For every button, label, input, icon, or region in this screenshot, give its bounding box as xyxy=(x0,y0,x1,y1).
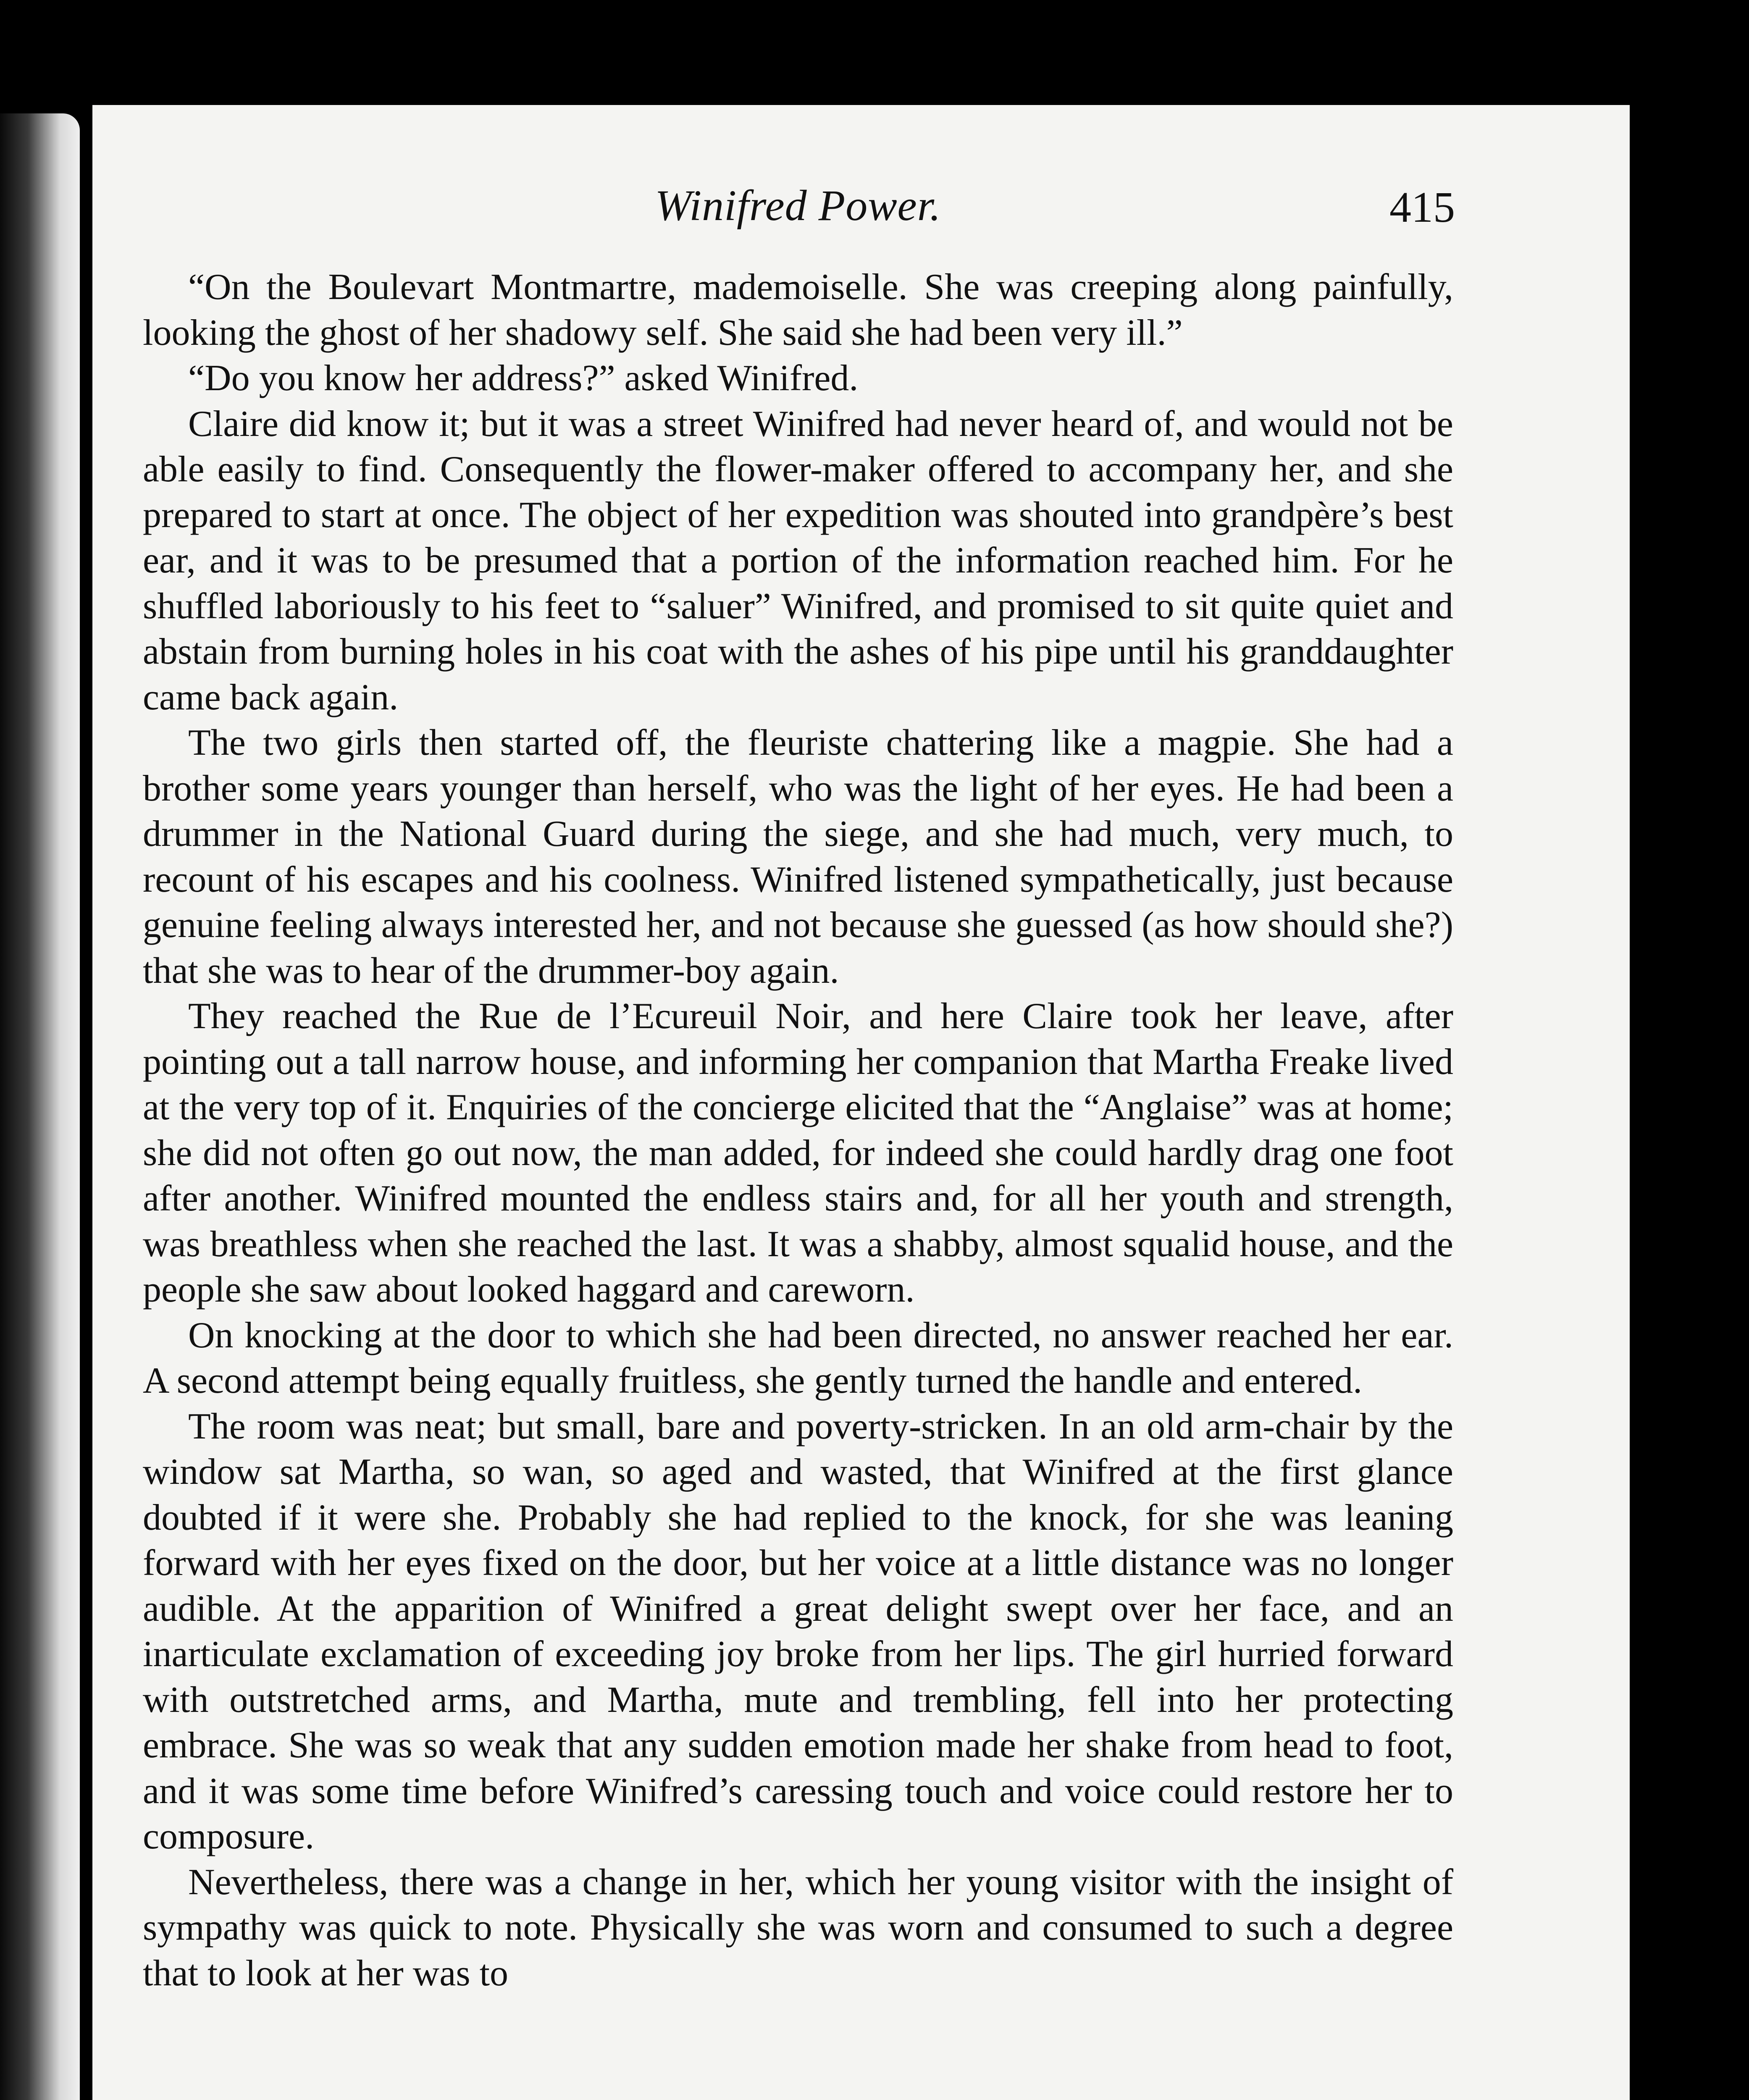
running-title: Winifred Power. xyxy=(655,181,941,230)
paragraph: “Do you know her address?” asked Winifred. xyxy=(188,358,859,399)
running-head xyxy=(143,181,1453,248)
left-page-edge xyxy=(0,113,80,2100)
page-number: 415 xyxy=(1389,183,1455,231)
paragraph: “On the Boulevart Montmartre, mademoiselle. She was creeping along painfully, looking the ghost of her shadowy self. She said she had been very ill.” xyxy=(143,267,1453,353)
paragraph: They reached the Rue de l’Ecureuil Noir, and here Claire took her leave, after pointing out a tall narrow house, and informing her companion that Martha Freake lived at the very top of it. Enquiries of the concierge elicited that the “Anglaise” was at home; she did not often go out now, the man added, for indeed she could hardly drag one foot after another. Winifred mounted the endless stairs and, for all her youth and strength, was breathless when she reached the last. It was a shabby, almost squalid house, and the people she saw about looked haggard and careworn. xyxy=(143,996,1453,1310)
paragraph: On knocking at the door to which she had been directed, no answer reached her ear. A second attempt being equally fruitless, she gently turned the handle and entered. xyxy=(143,1315,1453,1401)
text-body xyxy=(143,265,1453,1996)
paragraph: Nevertheless, there was a change in her, which her young visitor with the insight of sympathy was quick to note. Physically she was worn and consumed to such a degree that to look at her was to xyxy=(143,1861,1453,1994)
paragraph: The two girls then started off, the fleuriste chattering like a magpie. She had a brother some years younger than herself, who was the light of her eyes. He had been a drummer in the National Guard during the siege, and she had much, very much, to recount of his escapes and his coolness. Winifred listened sympathetically, just because genuine feeling always interested her, and not because she guessed (as how should she?) that she was to hear of the drummer-boy again. xyxy=(143,722,1453,991)
paragraph: Claire did know it; but it was a street Winifred had never heard of, and would not be able easily to find. Consequently the flower-maker offered to accompany her, and she prepared to start at once. The object of her expedition was shouted into grandpère’s best ear, and it was to be presumed that a portion of the information reached him. For he shuffled laboriously to his feet to “saluer” Winifred, and promised to sit quite quiet and abstain from burning holes in his coat with the ashes of his pipe until his granddaughter came back again. xyxy=(143,403,1453,718)
paragraph: The room was neat; but small, bare and poverty-stricken. In an old arm-chair by the window sat Martha, so wan, so aged and wasted, that Winifred at the first glance doubted if it were she. Probably she had replied to the knock, for she was leaning forward with her eyes fixed on the door, but her voice at a little distance was no longer audible. At the apparition of Winifred a great delight swept over her face, and an inarticulate exclamation of exceeding joy broke from her lips. The girl hurried forward with outstretched arms, and Martha, mute and trembling, fell into her protecting embrace. She was so weak that any sudden emotion made her shake from head to foot, and it was some time before Winifred’s caressing touch and voice could restore her to composure. xyxy=(143,1406,1453,1857)
